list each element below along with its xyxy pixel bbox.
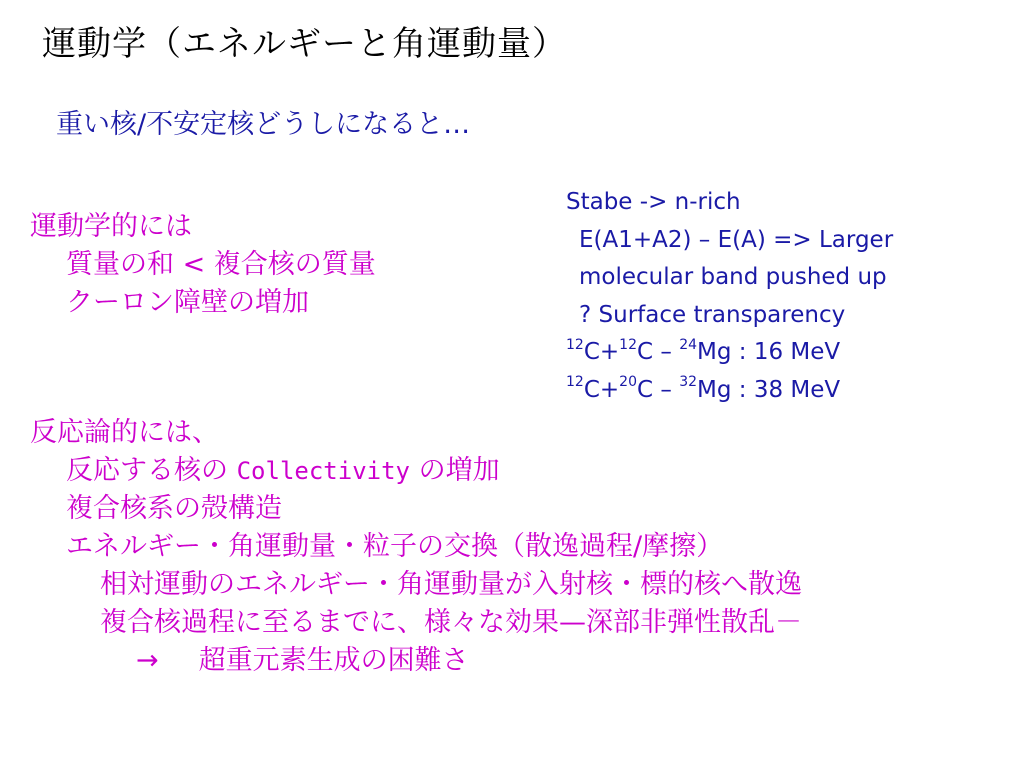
mass-number: 32	[679, 374, 698, 391]
conclusion-text: 超重元素生成の困難さ	[198, 645, 469, 676]
kinematics-item-mass: 質量の和 < 複合核の質量	[66, 249, 376, 280]
nuclide: C –	[637, 339, 680, 366]
reaction-text: の増加	[409, 455, 500, 486]
kinematics-block	[30, 208, 376, 322]
reaction-item-dissipation: 相対運動のエネルギー・角運動量が入射核・標的核へ散逸	[100, 569, 802, 600]
kinematics-heading: 運動学的には	[30, 211, 192, 242]
reaction-c12-c12	[566, 334, 893, 372]
mass-number: 12	[566, 374, 584, 391]
nuclide-energy: Mg : 16 MeV	[697, 339, 841, 366]
nuclide: C+	[583, 339, 620, 366]
page-title: 運動学（エネルギーと角運動量）	[42, 24, 567, 64]
reaction-item-collectivity	[30, 452, 802, 490]
notes-block	[566, 184, 893, 410]
subtitle: 重い核/不安定核どうしになると…	[56, 109, 471, 140]
kinematics-item-coulomb: クーロン障壁の増加	[66, 287, 309, 318]
mass-number: 20	[619, 374, 637, 391]
note-line-3: molecular band pushed up	[579, 264, 887, 291]
reaction-heading: 反応論的には、	[30, 417, 219, 448]
collectivity-term: Collectivity	[236, 457, 410, 485]
reaction-item-shell: 複合核系の殻構造	[66, 493, 282, 524]
nuclide-energy: Mg : 38 MeV	[697, 376, 841, 403]
note-line-4: ? Surface transparency	[579, 301, 846, 328]
mass-number: 24	[679, 336, 698, 353]
mass-number: 12	[619, 336, 637, 353]
arrow-icon: →	[136, 645, 159, 676]
reaction-item-exchange: エネルギー・角運動量・粒子の交換（散逸過程/摩擦）	[66, 531, 724, 562]
reaction-item-conclusion	[30, 642, 802, 680]
reaction-item-effects: 複合核過程に至るまでに、様々な効果—深部非弾性散乱－	[100, 607, 802, 638]
mass-number: 12	[566, 336, 584, 353]
reaction-c12-c20	[566, 372, 893, 410]
note-line-1: Stabe -> n-rich	[566, 189, 741, 215]
nuclide: C –	[637, 376, 680, 403]
reaction-block	[30, 414, 802, 680]
nuclide: C+	[583, 376, 620, 403]
reaction-text: 反応する核の	[66, 455, 237, 486]
note-line-2: E(A1+A2) – E(A) => Larger	[579, 226, 894, 253]
